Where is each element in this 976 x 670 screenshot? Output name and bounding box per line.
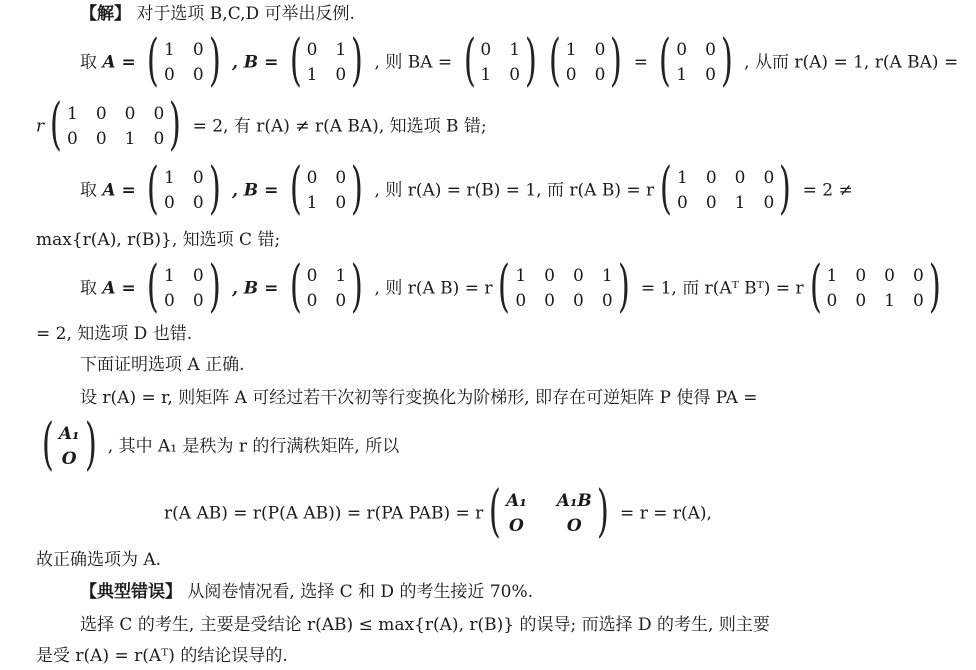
matrix-b-label: , B = xyxy=(231,278,279,299)
option-c-conclusion: max{r(A), r(B)}, 知选项 C 错; xyxy=(36,230,281,250)
key-equation xyxy=(164,479,712,544)
typical-errors-line xyxy=(80,584,533,601)
rank-comparison-line xyxy=(36,92,487,157)
counterexample-d-line xyxy=(80,254,947,319)
typical-errors-tag: 【典型错误】 xyxy=(80,582,182,602)
typical-errors-text: 从阅卷情况看, 选择 C 和 D 的考生接近 70%. xyxy=(187,582,534,602)
solution-tag: 【解】 xyxy=(80,4,131,24)
counterexample-c-line xyxy=(80,156,853,221)
equals-sign: = xyxy=(633,52,648,73)
solution-intro: 对于选项 B,C,D 可举出反例. xyxy=(136,4,355,24)
matrix-2x4: ( 1 0 0 0 0 0 1 0 ) xyxy=(50,92,182,157)
matrix-2x4-second: ( 1 0 0 0 0 0 1 0 ) xyxy=(809,254,941,319)
matrix-ba-2: ( 1 0 0 0 ) xyxy=(548,28,623,93)
rank-statement: , 则 r(A) = r(B) = 1, 而 r(A B) = r xyxy=(374,180,655,201)
matrix-a-label: A = xyxy=(102,180,136,201)
matrix-ba-result: ( 0 0 1 0 ) xyxy=(659,28,733,93)
take-word: 取 xyxy=(80,52,97,73)
rank-statement: , 从而 r(A) = 1, r(A BA) = xyxy=(744,52,959,73)
inequality: = 2 ≠ xyxy=(802,180,853,201)
matrix-a-label: A = xyxy=(102,278,136,299)
error-analysis-line-2: 是受 r(A) = r(Aᵀ) 的结论误导的. xyxy=(36,646,288,666)
block-matrix-a1-o: ( A₁ O ) xyxy=(41,412,97,477)
matrix-a-cells: 1 0 0 0 xyxy=(164,40,204,85)
matrix-2x4-first: ( 1 0 0 1 0 0 0 0 ) xyxy=(498,254,630,319)
option-b-conclusion: = 2, 有 r(A) ≠ r(A BA), 知选项 B 错; xyxy=(192,116,487,137)
matrix-b: ( 0 1 0 0 ) xyxy=(289,254,364,319)
equation-rhs: = r = r(A), xyxy=(620,503,712,524)
rank-r: r xyxy=(36,116,45,137)
matrix-b: ( 0 0 1 0 ) xyxy=(289,156,364,221)
proof-setup: 设 r(A) = r, 则矩阵 A 可经过若干次初等行变换化为阶梯形, 即存在可逆矩阵 P 使得 PA = xyxy=(80,388,758,408)
matrix-a: ( 1 0 0 0 ) xyxy=(147,156,221,221)
equation-lhs: r(A AB) = r(P(A AB)) = r(PA PAB) = r xyxy=(164,503,484,524)
matrix-2x4: ( 1 0 0 0 0 0 1 0 ) xyxy=(660,156,792,221)
matrix-b: ( 0 1 1 0 ) xyxy=(289,28,364,93)
matrix-a: ( 1 0 0 0 ) xyxy=(147,28,221,93)
matrix-b-label: , B = xyxy=(231,52,279,73)
option-d-conclusion: = 2, 知选项 D 也错. xyxy=(36,324,193,344)
final-answer: 故正确选项为 A. xyxy=(36,550,162,570)
matrix-b-label: , B = xyxy=(231,180,279,201)
solution-intro-line xyxy=(80,6,355,23)
ba-label: , 则 BA = xyxy=(374,52,453,73)
matrix-ba-1: ( 0 1 1 0 ) xyxy=(463,28,538,93)
matrix-a-label: A = xyxy=(102,52,136,73)
block-matrix-2x2: ( A₁ A₁B O O ) xyxy=(489,479,609,544)
take-word: 取 xyxy=(80,278,97,299)
proof-intro: 下面证明选项 A 正确. xyxy=(80,355,245,375)
transpose-rank-statement: = 1, 而 r(Aᵀ Bᵀ) = r xyxy=(640,278,804,299)
rank-statement: , 则 r(A B) = r xyxy=(374,278,493,299)
error-analysis-line-1: 选择 C 的考生, 主要是受结论 r(AB) ≤ max{r(A), r(B)} 的误导; 而选择 D 的考生, 则主要 xyxy=(80,615,770,635)
counterexample-b-line xyxy=(80,28,959,93)
matrix-a: ( 1 0 0 0 ) xyxy=(147,254,221,319)
row-full-rank-statement: , 其中 A₁ 是秩为 r 的行满秩矩阵, 所以 xyxy=(107,436,400,457)
block-matrix-line xyxy=(36,412,400,477)
take-word: 取 xyxy=(80,180,97,201)
